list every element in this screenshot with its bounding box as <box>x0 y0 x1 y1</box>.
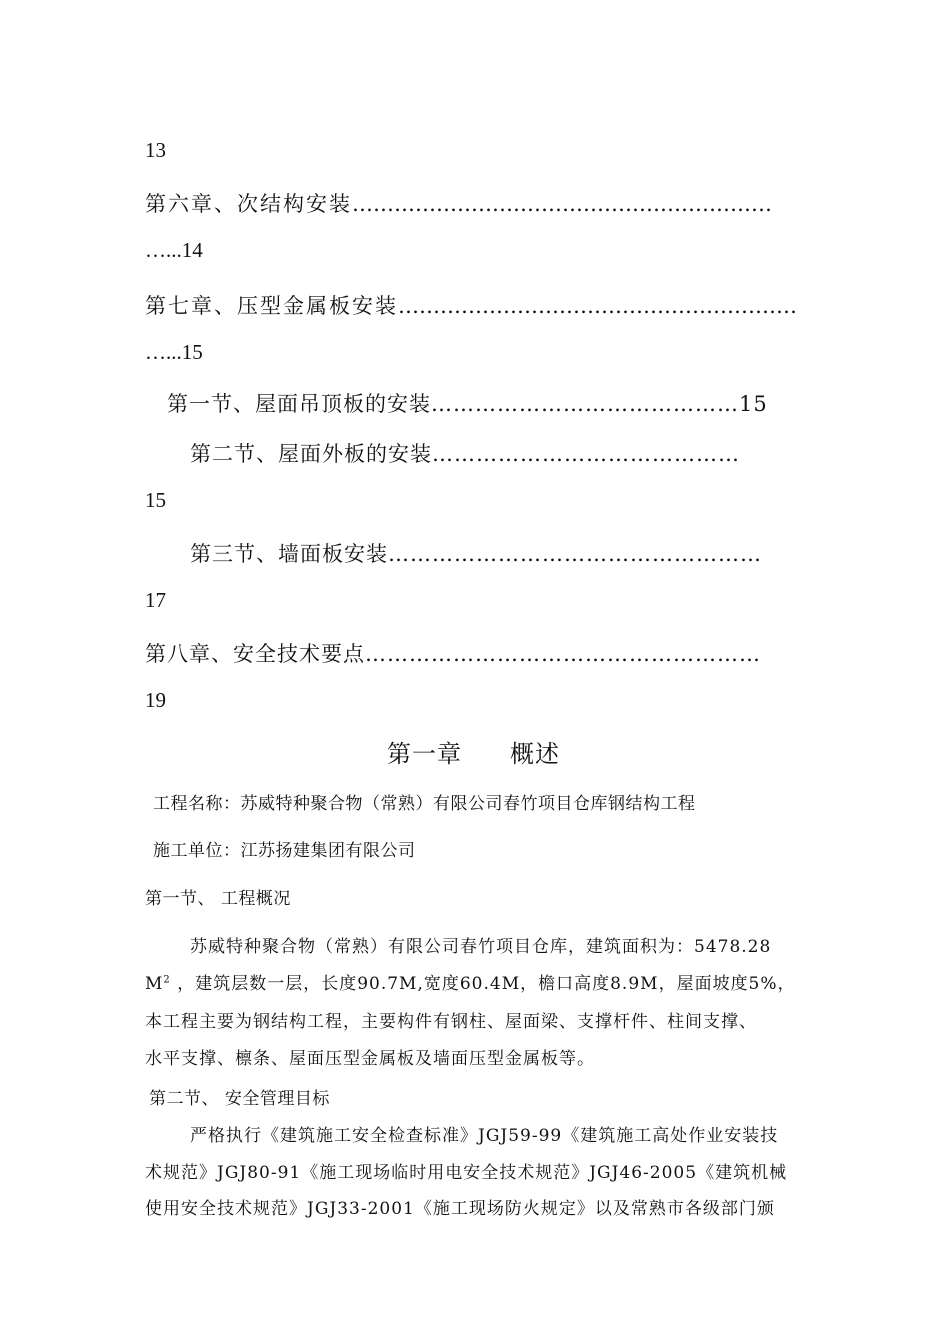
paragraph-line: 苏威特种聚合物（常熟）有限公司春竹项目仓库，建筑面积为：5478.28 <box>190 937 772 957</box>
toc-page-number: …...14 <box>145 238 203 262</box>
toc-entry-section1[interactable]: 第一节、屋面吊顶板的安装……………………………………15 <box>167 392 768 416</box>
paragraph-text: ，建筑层数一层，长度90.7M,宽度60.4M，檐口高度8.9M，屋面坡度5%， <box>170 974 796 994</box>
toc-entry-section3[interactable]: 第三节、墙面板安装…………………………………………… <box>190 542 762 566</box>
toc-entry-label: 第六章、次结构安装 <box>145 192 352 216</box>
contractor: 施工单位：江苏扬建集团有限公司 <box>153 841 416 861</box>
paragraph-line: 术规范》JGJ80-91《施工现场临时用电安全技术规范》JGJ46-2005《建筑机械 <box>145 1163 788 1183</box>
toc-leader-dots: …………………………………………………… <box>352 192 772 216</box>
paragraph-line: 水平支撑、檩条、屋面压型金属板及墙面压型金属板等。 <box>145 1049 595 1069</box>
toc-page-number: 17 <box>145 588 166 612</box>
area-unit: M <box>145 974 164 994</box>
toc-entry-chapter8[interactable]: 第八章、安全技术要点……………………………………………… <box>145 642 761 666</box>
paragraph-line: 本工程主要为钢结构工程，主要构件有钢柱、屋面梁、支撑杆件、柱间支撑、 <box>145 1012 757 1032</box>
toc-page-number: 15 <box>145 488 166 512</box>
toc-page-number: …...15 <box>145 340 203 364</box>
area-unit-exponent: 2 <box>163 974 171 986</box>
paragraph-line: 严格执行《建筑施工安全检查标准》JGJ59-99《建筑施工高处作业安装技 <box>190 1126 779 1146</box>
toc-page-number: 13 <box>145 138 166 162</box>
chapter-name: 概述 <box>510 740 560 768</box>
chapter-number: 第一章 <box>387 740 462 768</box>
toc-leader-dots: ………………………………………………… <box>398 294 797 318</box>
section-heading: 第一节、 工程概况 <box>145 889 291 909</box>
section-heading: 第二节、 安全管理目标 <box>149 1089 330 1109</box>
toc-entry-label: 第七章、压型金属板安装 <box>145 294 398 318</box>
chapter-title <box>387 734 560 769</box>
project-name: 工程名称：苏威特种聚合物（常熟）有限公司春竹项目仓库钢结构工程 <box>153 794 696 814</box>
toc-page-number: 19 <box>145 688 166 712</box>
toc-entry-chapter7[interactable] <box>145 290 797 320</box>
paragraph-line <box>145 969 796 994</box>
toc-entry-chapter6[interactable] <box>145 188 772 218</box>
toc-entry-section2[interactable]: 第二节、屋面外板的安装…………………………………… <box>190 442 740 466</box>
paragraph-line: 使用安全技术规范》JGJ33-2001《施工现场防火规定》以及常熟市各级部门颁 <box>145 1199 775 1219</box>
